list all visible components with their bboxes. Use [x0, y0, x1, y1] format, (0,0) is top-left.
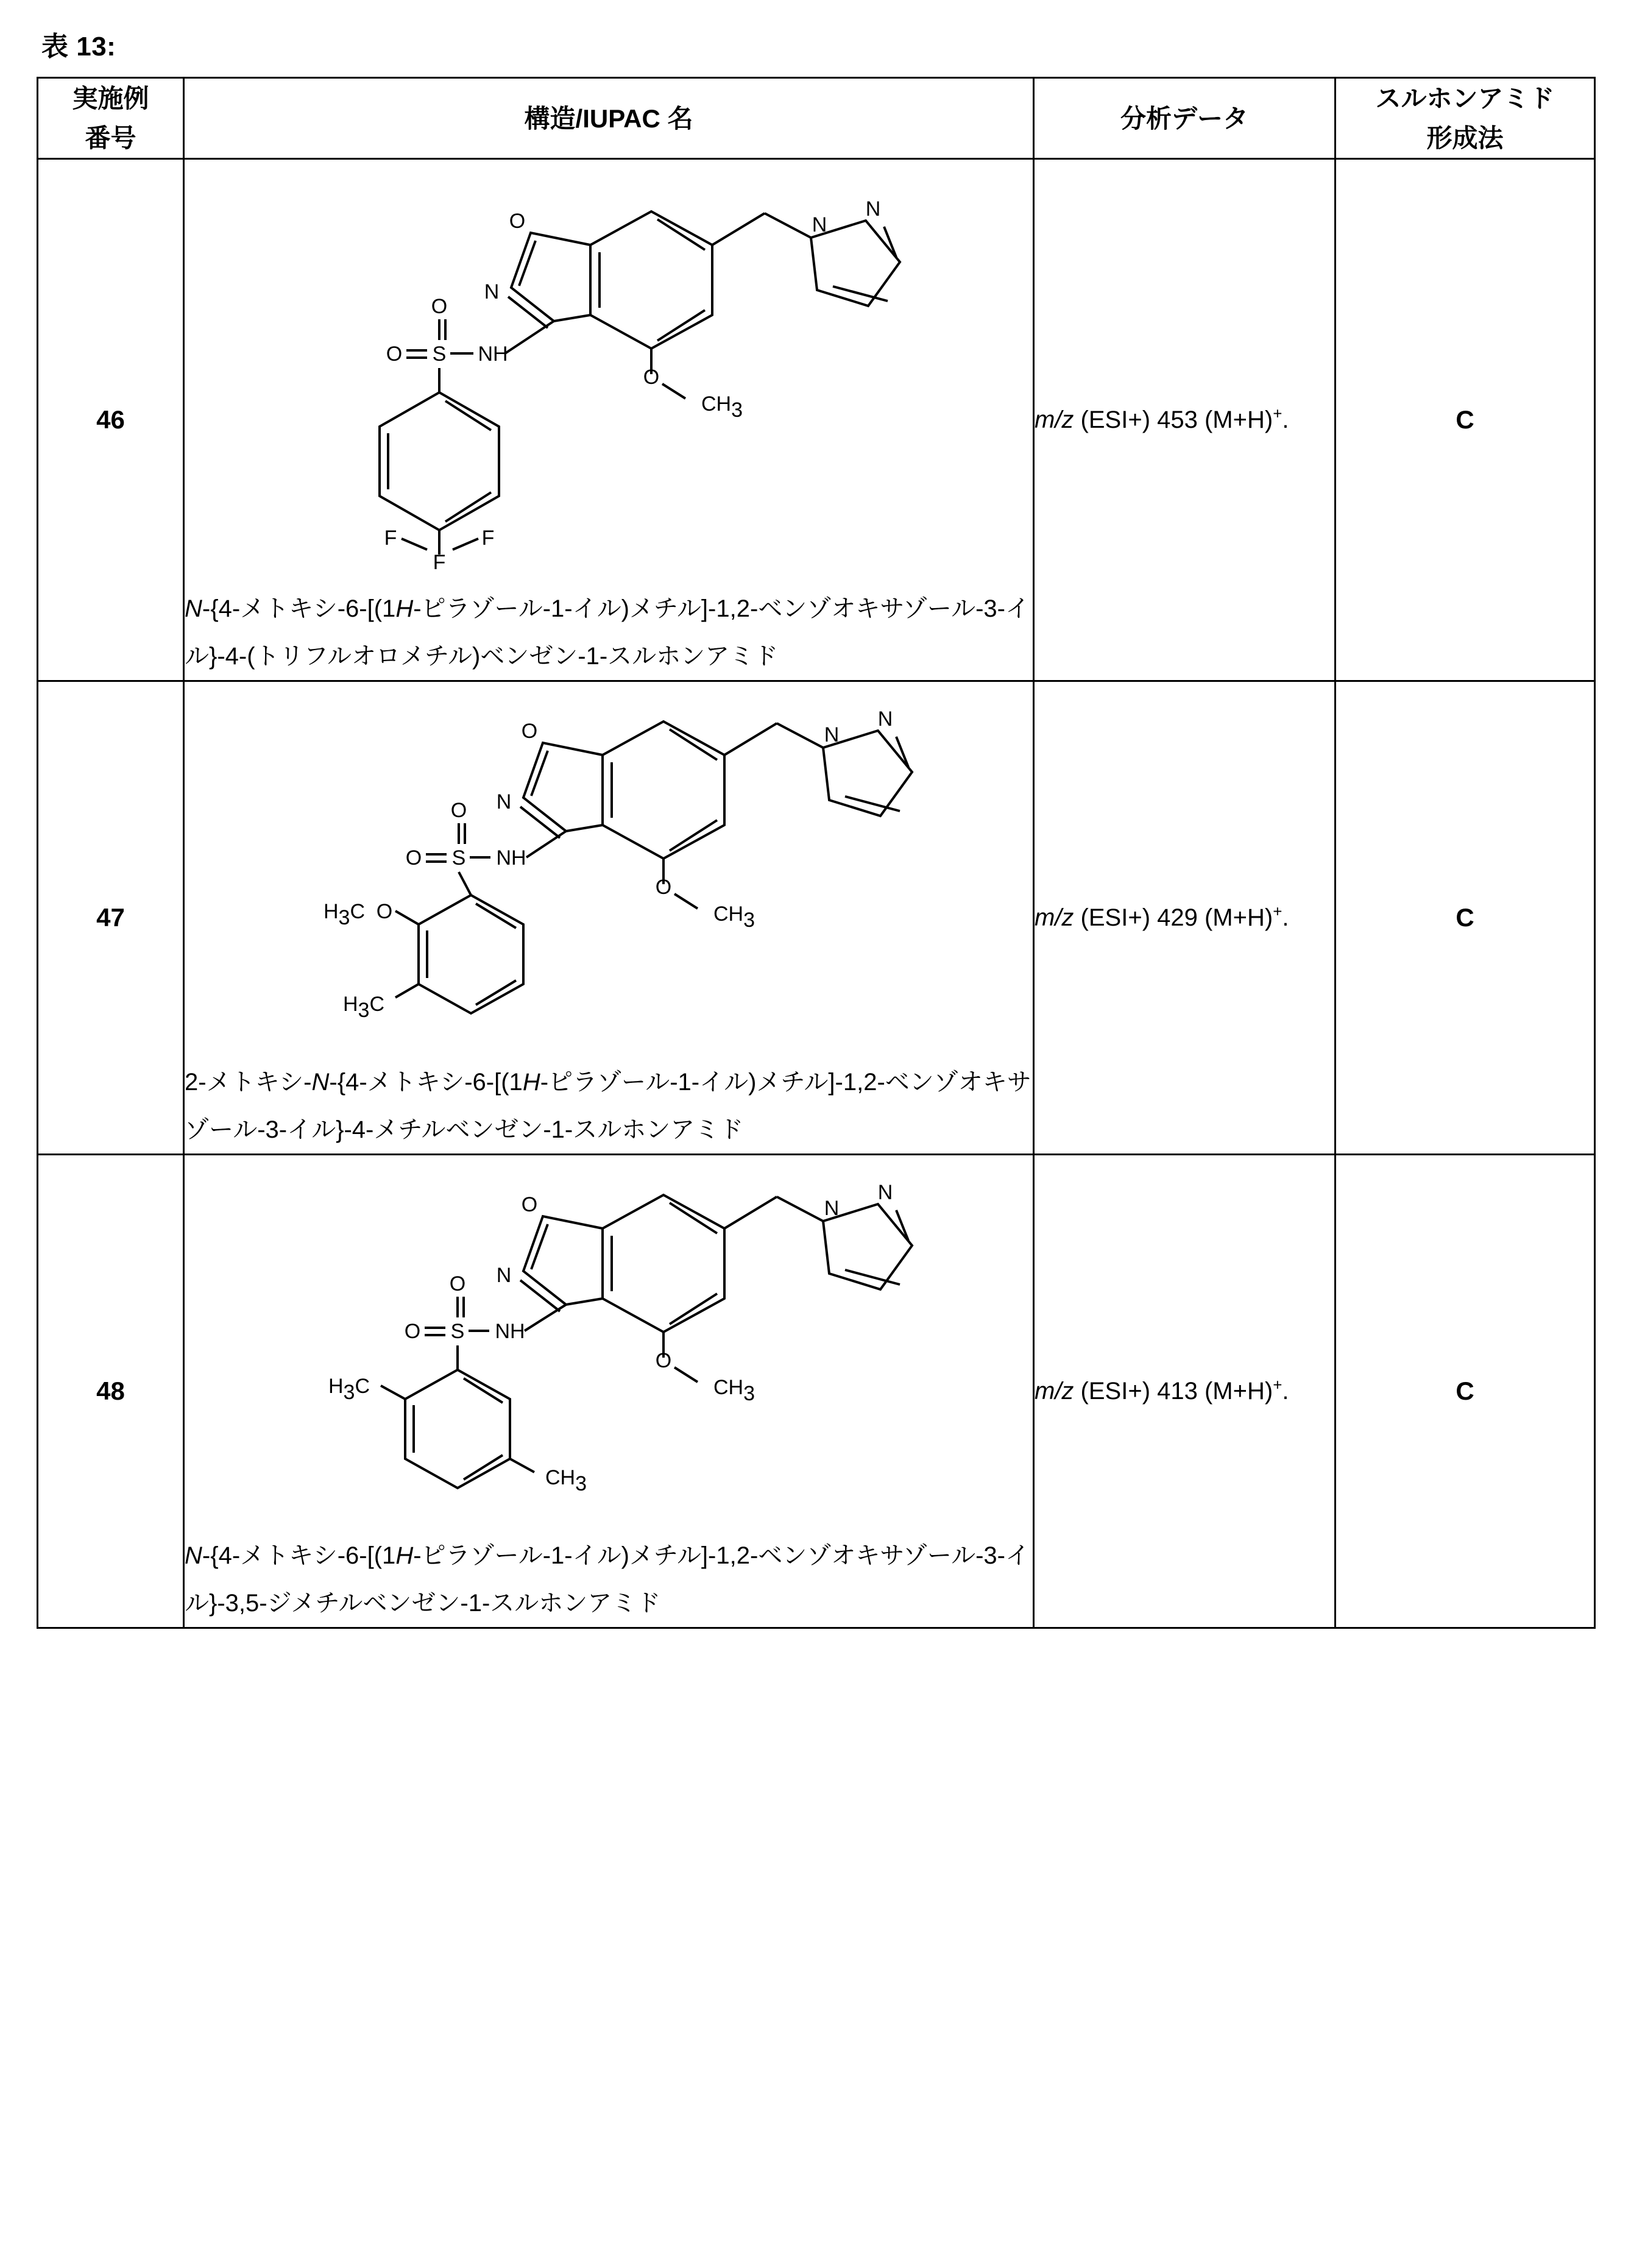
structure-47 [185, 682, 1033, 1047]
cell-structure [184, 159, 1034, 681]
atom-label-N-pyrazole-1: N [824, 1197, 840, 1221]
atom-label-N-pyrazole-2: N [877, 1181, 893, 1205]
atom-label-N-pyrazole-2: N [877, 707, 893, 731]
table-body [38, 159, 1595, 1628]
atom-label-F-left: F [384, 526, 397, 550]
atom-label-O-left: O [386, 342, 403, 366]
iupac-part: N [185, 595, 202, 623]
mz-label: m/z [1035, 406, 1074, 434]
atom-label-N-pyrazole-2: N [865, 197, 881, 221]
cell-example-no: 46 [38, 159, 184, 681]
header-analysis-data-line1: 分析データ [1120, 104, 1248, 133]
atom-label-O: O [521, 1193, 538, 1217]
atom-label-O-top: O [449, 1272, 466, 1296]
table-caption: 表 13: [41, 32, 116, 62]
iupac-part: -ピラゾール-1-イル)メチル]-1,2-ベンゾオキサゾール-3-イル}-3,5-ジメチルベンゼン-1-スルホンアミド [185, 1542, 1030, 1617]
iupac-name-46 [185, 585, 1033, 680]
iupac-part: -{4-メトキシ-6-[(1 [202, 595, 396, 623]
atom-label-N-pyrazole-1: N [812, 213, 827, 237]
iupac-part: -ピラゾール-1-イル)メチル]-1,2-ベンゾオキサゾール-3-イル}-4-(トリフルオロメチル)ベンゼン-1-スルホンアミド [185, 595, 1030, 670]
table-header [38, 78, 1595, 159]
iupac-part: 2-メトキシ- [185, 1069, 312, 1096]
cell-method: C [1336, 159, 1595, 681]
atom-label-S: S [451, 846, 466, 870]
cell-example-no: 47 [38, 681, 184, 1155]
cell-analysis-data [1034, 681, 1336, 1155]
mz-tail: . [1282, 904, 1289, 932]
mz-charge: + [1273, 404, 1283, 423]
mz-tail: . [1282, 1378, 1289, 1405]
header-example-no-line1: 実施例 [72, 84, 149, 113]
mz-label: m/z [1035, 1378, 1074, 1405]
iupac-part: N [311, 1069, 330, 1096]
atom-label-N-pyrazole-1: N [824, 723, 840, 747]
atom-label-NH: NH [495, 1320, 525, 1344]
iupac-part: -{4-メトキシ-6-[(1 [202, 1542, 396, 1570]
header-analysis-data [1034, 78, 1336, 159]
iupac-name-48 [185, 1532, 1033, 1627]
atom-label-H3C-methoxy: H3C [323, 900, 365, 930]
atom-label-O: O [521, 720, 538, 743]
atom-label-F-right: F [481, 526, 495, 550]
mz-label: m/z [1035, 904, 1074, 932]
atom-label-NH: NH [478, 342, 508, 366]
iupac-part: -{4-メトキシ-6-[(1 [329, 1069, 523, 1096]
structure-46 [185, 160, 1033, 574]
header-sulfonamide-method-line2: 形成法 [1426, 124, 1504, 153]
chemical-structure-diagram-47 [249, 682, 968, 1047]
atom-label-O-core-methoxy: O [655, 1349, 672, 1373]
atom-label-N: N [496, 790, 512, 814]
atom-label-CH3-core-methoxy: CH3 [713, 902, 755, 932]
header-example-no-line2: 番号 [85, 124, 136, 153]
iupac-name-47 [185, 1058, 1033, 1153]
cell-example-no: 48 [38, 1155, 184, 1628]
chemical-structure-diagram-46 [249, 160, 968, 574]
header-sulfonamide-method-line1: スルホンアミド [1375, 84, 1555, 113]
atom-label-N: N [496, 1264, 512, 1288]
table-row [38, 159, 1595, 681]
mz-value: (ESI+) 429 (M+H) [1074, 904, 1273, 932]
header-structure-iupac [184, 78, 1034, 159]
examples-table [37, 77, 1596, 1629]
atom-label-O-left: O [405, 846, 422, 870]
atom-label-CH3-core-methoxy: CH3 [713, 1376, 755, 1406]
mz-value: (ESI+) 453 (M+H) [1074, 406, 1273, 434]
atom-label-CH3-methoxy: CH3 [701, 392, 743, 422]
iupac-part: N [185, 1542, 202, 1570]
atom-label-S: S [432, 342, 447, 366]
atom-label-O-top: O [450, 799, 467, 823]
table-row [38, 1155, 1595, 1628]
atom-label-NH: NH [496, 846, 526, 870]
mz-value: (ESI+) 413 (M+H) [1074, 1378, 1273, 1405]
mz-tail: . [1282, 406, 1289, 434]
atom-label-O-left: O [404, 1320, 421, 1344]
atom-label-O: O [509, 210, 526, 233]
iupac-part: H [395, 595, 414, 623]
iupac-part: H [395, 1542, 414, 1570]
atom-label-O-methoxy-2: O [376, 900, 393, 924]
cell-structure [184, 681, 1034, 1155]
cell-analysis-data [1034, 159, 1336, 681]
header-example-no [38, 78, 184, 159]
structure-48 [185, 1155, 1033, 1521]
iupac-part: -ピラゾール-1-イル)メチル]-1,2-ベンゾオキサゾール-3-イル}-4-メチルベンゼン-1-スルホンアミド [185, 1069, 1031, 1144]
iupac-part: H [522, 1069, 540, 1096]
atom-label-O-methoxy: O [643, 366, 660, 389]
header-row [38, 78, 1595, 159]
mz-charge: + [1273, 1375, 1283, 1394]
atom-label-S: S [450, 1320, 465, 1344]
cell-analysis-data [1034, 1155, 1336, 1628]
atom-label-CH3-methyl-5: CH3 [545, 1466, 587, 1496]
atom-label-H3C-methyl: H3C [342, 993, 384, 1022]
header-structure-iupac-line1: 構造/IUPAC 名 [524, 104, 693, 133]
cell-method: C [1336, 1155, 1595, 1628]
cell-method: C [1336, 681, 1595, 1155]
atom-label-O-top: O [431, 295, 448, 319]
header-sulfonamide-method [1336, 78, 1595, 159]
atom-label-N: N [484, 280, 500, 304]
cell-structure [184, 1155, 1034, 1628]
chemical-structure-diagram-48 [249, 1155, 968, 1521]
table-row [38, 681, 1595, 1155]
mz-charge: + [1273, 902, 1283, 921]
atom-label-F-bottom: F [433, 551, 446, 575]
atom-label-O-core-methoxy: O [655, 876, 672, 899]
atom-label-H3C-methyl-3: H3C [328, 1375, 370, 1405]
